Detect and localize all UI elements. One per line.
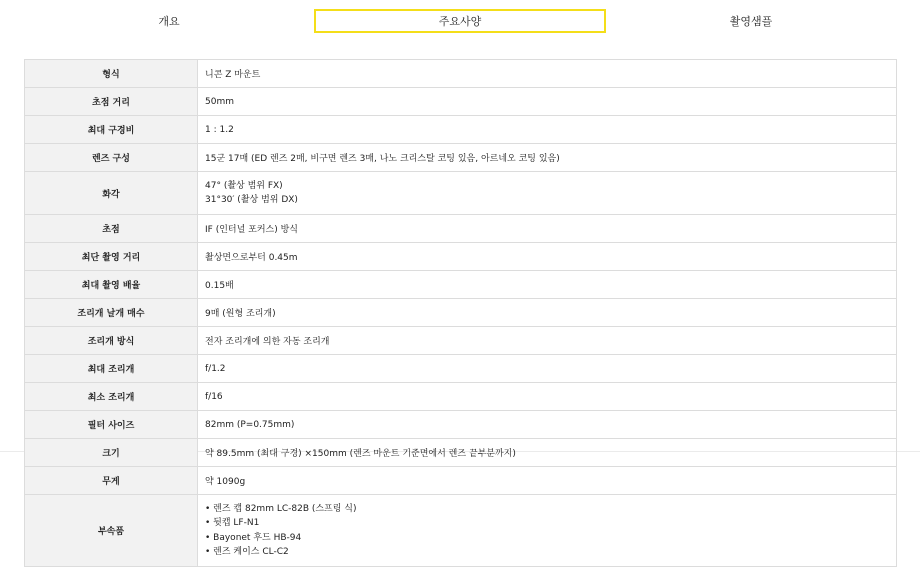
table-row <box>25 215 897 243</box>
list-item: • Bayonet 후드 HB-94 <box>205 532 302 543</box>
spec-value <box>198 495 897 567</box>
spec-value: 15군 17매 (ED 렌즈 2매, 비구면 렌즈 3매, 나노 크리스탈 코팅 있음, 아르네오 코팅 있음) <box>198 144 897 172</box>
table-row <box>25 299 897 327</box>
tab-specifications[interactable]: 주요사양 <box>314 9 606 33</box>
list-item: • 렌즈 케이스 CL-C2 <box>205 547 289 557</box>
spec-label: 필터 사이즈 <box>25 411 198 439</box>
spec-label: 최대 촬영 배율 <box>25 271 198 299</box>
spec-label: 화각 <box>25 172 198 215</box>
table-row <box>25 383 897 411</box>
table-row <box>25 144 897 172</box>
spec-label: 부속품 <box>25 495 198 567</box>
specifications-table <box>24 59 897 567</box>
table-row <box>25 355 897 383</box>
spec-value <box>198 172 897 215</box>
spec-value: 약 1090g <box>198 467 897 495</box>
table-row <box>25 172 897 215</box>
spec-label: 무게 <box>25 467 198 495</box>
table-row <box>25 271 897 299</box>
spec-label: 크기 <box>25 439 198 467</box>
table-row <box>25 495 897 567</box>
spec-value: 약 89.5mm (최대 구경) ×150mm (렌즈 마운트 기준면에서 렌즈 끝부분까지) <box>198 439 897 467</box>
spec-value: 촬상면으로부터 0.45m <box>198 243 897 271</box>
spec-value: f/16 <box>198 383 897 411</box>
tab-bar <box>24 8 896 34</box>
spec-value: 50mm <box>198 88 897 116</box>
table-row <box>25 243 897 271</box>
spec-label: 최단 촬영 거리 <box>25 243 198 271</box>
spec-value: f/1.2 <box>198 355 897 383</box>
angle-dx-value: 31°30′ (촬상 범위 DX) <box>205 195 298 205</box>
list-item: • 렌즈 캡 82mm LC-82B (스프링 식) <box>205 503 357 514</box>
table-row <box>25 439 897 467</box>
spec-value: 전자 조리개에 의한 자동 조리개 <box>198 327 897 355</box>
spec-label: 최대 조리개 <box>25 355 198 383</box>
tab-overview[interactable]: 개요 <box>158 15 180 28</box>
spec-label: 초점 거리 <box>25 88 198 116</box>
spec-label: 형식 <box>25 60 198 88</box>
spec-value: 1 : 1.2 <box>198 116 897 144</box>
tab-sample-photos[interactable]: 촬영샘플 <box>729 15 773 28</box>
spec-label: 최소 조리개 <box>25 383 198 411</box>
spec-value: 니콘 Z 마운트 <box>198 60 897 88</box>
spec-label: 최대 구경비 <box>25 116 198 144</box>
list-item: • 뒷캡 LF-N1 <box>205 518 260 528</box>
table-row <box>25 116 897 144</box>
table-row <box>25 60 897 88</box>
spec-label: 렌즈 구성 <box>25 144 198 172</box>
spec-value: 0.15배 <box>198 271 897 299</box>
accessories-list <box>205 502 896 560</box>
spec-value: 82mm (P=0.75mm) <box>198 411 897 439</box>
spec-label: 조리개 날개 매수 <box>25 299 198 327</box>
spec-label: 초점 <box>25 215 198 243</box>
spec-value: 9매 (원형 조리개) <box>198 299 897 327</box>
angle-fx-value: 47° (촬상 범위 FX) <box>205 181 283 191</box>
table-row <box>25 467 897 495</box>
table-row <box>25 327 897 355</box>
table-row <box>25 411 897 439</box>
spec-label: 조리개 방식 <box>25 327 198 355</box>
table-row <box>25 88 897 116</box>
spec-value: IF (인터널 포커스) 방식 <box>198 215 897 243</box>
